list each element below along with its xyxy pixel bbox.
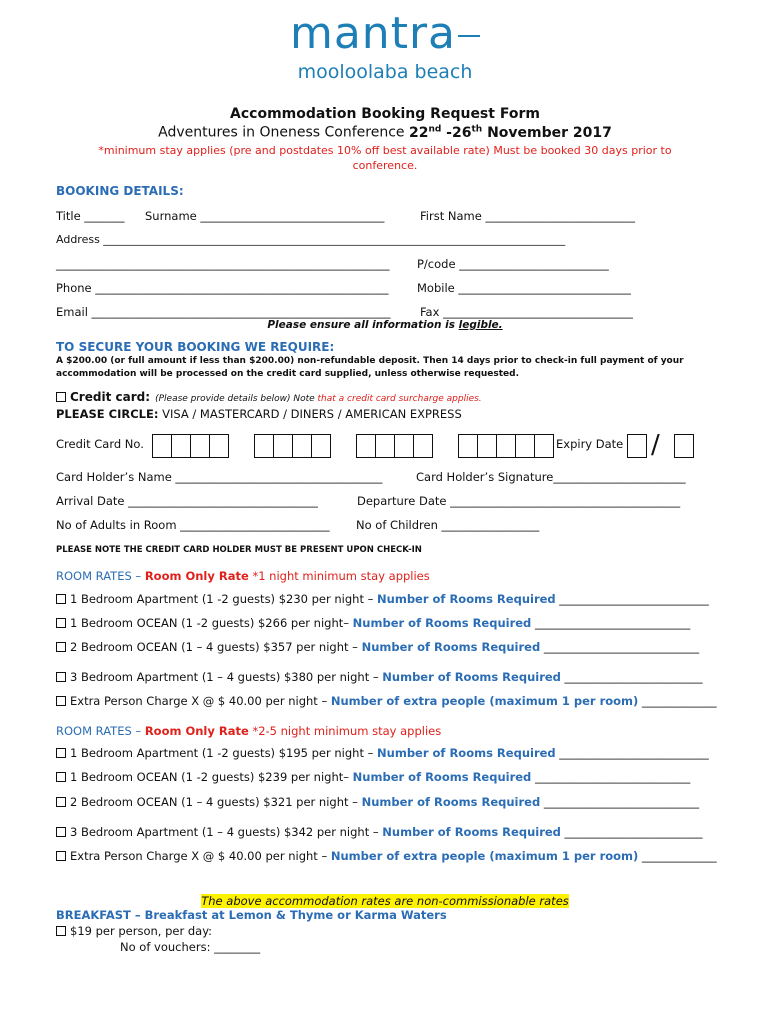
extra-person-text: Extra Person Charge X @ $ 40.00 per night – (70, 694, 331, 708)
room-rates-label: ROOM RATES – (56, 724, 145, 738)
adults-field[interactable]: No of Adults in Room __________________________ (56, 518, 330, 532)
extra-people-field[interactable]: _____________ (638, 694, 717, 708)
room-rate-row[interactable] (56, 825, 703, 839)
departure-date-field[interactable]: Departure Date ________________________________________ (357, 494, 681, 508)
mobile-field[interactable]: Mobile ______________________________ (417, 281, 631, 295)
room-rate-text: 3 Bedroom Apartment (1 – 4 guests) $342 per night – (70, 825, 383, 839)
conference-name: Adventures in Oneness Conference (158, 124, 409, 141)
rooms-required-field[interactable]: ________________________ (560, 670, 703, 684)
breakfast-price: $19 per person, per day: (70, 924, 213, 938)
cc-digit-box[interactable] (292, 434, 312, 458)
date-start-suffix: nd (428, 124, 442, 134)
expiry-year-box[interactable] (674, 434, 694, 458)
extra-person-row[interactable] (56, 849, 717, 863)
cc-number-label: Credit Card No. (56, 437, 144, 451)
surcharge-note: that a credit card surcharge applies. (317, 394, 482, 404)
card-holder-name-field[interactable]: Card Holder’s Name ____________________________________ (56, 470, 383, 484)
room-rate-row[interactable] (56, 770, 690, 784)
min-stay-label: *2-5 night minimum stay applies (248, 724, 442, 738)
expiry-separator: / (651, 430, 660, 460)
room-checkbox[interactable] (56, 618, 66, 628)
expiry-month-box[interactable] (627, 434, 647, 458)
rooms-required-label: Number of Rooms Required (377, 746, 556, 760)
cc-digit-box[interactable] (152, 434, 172, 458)
room-rate-text: 1 Bedroom Apartment (1 -2 guests) $195 per night – (70, 746, 378, 760)
mantra-logo (0, 8, 770, 60)
room-only-rate-label: Room Only Rate (144, 724, 249, 738)
cc-digit-box[interactable] (375, 434, 395, 458)
surname-field[interactable]: Surname ________________________________ (145, 209, 385, 223)
room-only-rate-label: Room Only Rate (144, 569, 249, 583)
rooms-required-label: Number of Rooms Required (377, 592, 556, 606)
non-commission-note: The above accommodation rates are non-commissionable rates (201, 894, 569, 908)
extra-person-checkbox[interactable] (56, 696, 66, 706)
extra-people-field[interactable]: _____________ (638, 849, 717, 863)
children-field[interactable]: No of Children _________________ (356, 518, 540, 532)
minimum-stay-note-1: *minimum stay applies (pre and postdates 10% off best available rate) Must be booked 30 days prior to (98, 144, 672, 157)
rooms-required-field[interactable]: ___________________________ (540, 640, 700, 654)
room-checkbox[interactable] (56, 772, 66, 782)
fax-field[interactable]: Fax _________________________________ (420, 305, 633, 319)
rooms-required-field[interactable]: __________________________ (555, 592, 709, 606)
breakfast-checkbox[interactable] (56, 926, 66, 936)
cc-digit-box[interactable] (311, 434, 331, 458)
cc-digit-box[interactable] (394, 434, 414, 458)
room-rates-label: ROOM RATES – (56, 569, 145, 583)
legible-note (0, 319, 770, 331)
room-rate-row[interactable] (56, 616, 690, 630)
cc-digit-box[interactable] (477, 434, 497, 458)
cc-digit-box[interactable] (190, 434, 210, 458)
date-month: November 2017 (482, 124, 612, 141)
form-title: Accommodation Booking Request Form (230, 106, 540, 122)
extra-people-label: Number of extra people (maximum 1 per room) (330, 694, 639, 708)
extra-people-label: Number of extra people (maximum 1 per room) (330, 849, 639, 863)
address-field[interactable]: Address ____________________________________________________________________________________ (56, 233, 566, 246)
room-checkbox[interactable] (56, 797, 66, 807)
rooms-required-field[interactable]: ___________________________ (540, 795, 700, 809)
card-holder-signature-field[interactable]: Card Holder’s Signature_______________________ (416, 470, 686, 484)
booking-details-heading: BOOKING DETAILS: (56, 184, 184, 198)
non-commission-note-wrap (0, 894, 770, 908)
room-rate-row[interactable] (56, 592, 709, 606)
room-rate-row[interactable] (56, 670, 703, 684)
extra-person-checkbox[interactable] (56, 851, 66, 861)
room-rate-row[interactable] (56, 746, 709, 760)
cc-digit-box[interactable] (273, 434, 293, 458)
logo-brand: mantra (289, 8, 456, 59)
minimum-stay-note-2: conference. (352, 159, 418, 172)
room-rate-text: 2 Bedroom OCEAN (1 – 4 guests) $321 per night – (70, 795, 362, 809)
rooms-required-field[interactable]: ___________________________ (531, 770, 691, 784)
room-rate-text: 3 Bedroom Apartment (1 – 4 guests) $380 per night – (70, 670, 383, 684)
rooms-required-label: Number of Rooms Required (352, 770, 532, 784)
cc-digit-box[interactable] (254, 434, 274, 458)
cc-digit-box[interactable] (413, 434, 433, 458)
breakfast-heading: BREAKFAST – Breakfast at Lemon & Thyme or Karma Waters (56, 908, 447, 922)
form-subtitle (0, 124, 770, 141)
rooms-required-label: Number of Rooms Required (361, 640, 541, 654)
credit-card-checkbox[interactable] (56, 392, 66, 402)
legible-word: legible. (458, 319, 503, 331)
logo-dash (458, 35, 480, 37)
cc-digit-box[interactable] (356, 434, 376, 458)
cc-digit-box[interactable] (534, 434, 554, 458)
room-checkbox[interactable] (56, 827, 66, 837)
room-rate-text: 1 Bedroom OCEAN (1 -2 guests) $239 per night– (70, 770, 353, 784)
extra-person-row[interactable] (56, 694, 717, 708)
postcode-field[interactable]: P/code __________________________ (417, 257, 609, 271)
room-rates-heading-2 (56, 724, 441, 738)
date-start: 22 (408, 124, 429, 141)
rooms-required-label: Number of Rooms Required (382, 670, 561, 684)
address-line-2[interactable]: __________________________________________________________ (56, 257, 390, 271)
cc-digit-box[interactable] (496, 434, 516, 458)
card-holder-present-note: PLEASE NOTE THE CREDIT CARD HOLDER MUST BE PRESENT UPON CHECK-IN (56, 545, 422, 555)
room-rate-text: 1 Bedroom OCEAN (1 -2 guests) $266 per night– (70, 616, 353, 630)
deposit-text-2: accommodation will be processed on the credit card supplied, unless otherwise requested. (56, 369, 520, 379)
please-circle-label: PLEASE CIRCLE: (56, 407, 159, 421)
credit-card-note: (Please provide details below) Note (155, 394, 318, 404)
room-rates-heading-1 (56, 569, 430, 583)
credit-card-row (56, 386, 482, 405)
logo-location: mooloolaba beach (297, 61, 473, 83)
room-checkbox[interactable] (56, 594, 66, 604)
room-checkbox[interactable] (56, 642, 66, 652)
expiry-label: Expiry Date (556, 437, 624, 451)
cc-digit-box[interactable] (209, 434, 229, 458)
phone-field[interactable]: Phone ___________________________________________________ (56, 281, 389, 295)
cc-digit-box[interactable] (515, 434, 535, 458)
card-type-row (56, 407, 462, 421)
extra-person-text: Extra Person Charge X @ $ 40.00 per night – (70, 849, 331, 863)
cc-digit-box[interactable] (171, 434, 191, 458)
email-field[interactable]: Email ____________________________________________________ (56, 305, 391, 319)
rooms-required-field[interactable]: __________________________ (555, 746, 709, 760)
vouchers-field[interactable]: No of vouchers: ________ (120, 940, 261, 954)
room-rate-row[interactable] (56, 795, 699, 809)
rooms-required-field[interactable]: ___________________________ (531, 616, 691, 630)
date-end-suffix: th (471, 124, 483, 134)
rooms-required-label: Number of Rooms Required (382, 825, 561, 839)
cc-digit-box[interactable] (458, 434, 478, 458)
room-rate-text: 2 Bedroom OCEAN (1 – 4 guests) $357 per night – (70, 640, 362, 654)
legible-note-text: Please ensure all information is (267, 319, 459, 331)
arrival-date-field[interactable]: Arrival Date _________________________________ (56, 494, 318, 508)
breakfast-price-row[interactable] (56, 924, 212, 938)
secure-booking-heading: TO SECURE YOUR BOOKING WE REQUIRE: (56, 340, 335, 354)
deposit-text-1: A $200.00 (or full amount if less than $200.00) non-refundable deposit. Then 14 days prior to check-in full payment of your (56, 356, 684, 366)
room-rate-row[interactable] (56, 640, 699, 654)
rooms-required-field[interactable]: ________________________ (560, 825, 703, 839)
credit-card-label: Credit card: (70, 390, 150, 404)
room-rate-text: 1 Bedroom Apartment (1 -2 guests) $230 per night – (70, 592, 378, 606)
rooms-required-label: Number of Rooms Required (352, 616, 532, 630)
date-separator: -26 (441, 124, 472, 141)
room-checkbox[interactable] (56, 672, 66, 682)
card-types[interactable]: VISA / MASTERCARD / DINERS / AMERICAN EXPRESS (162, 407, 462, 421)
rooms-required-label: Number of Rooms Required (361, 795, 541, 809)
room-checkbox[interactable] (56, 748, 66, 758)
title-field[interactable]: Title _______ (56, 209, 125, 223)
min-stay-label: *1 night minimum stay applies (248, 569, 430, 583)
first-name-field[interactable]: First Name __________________________ (420, 209, 635, 223)
